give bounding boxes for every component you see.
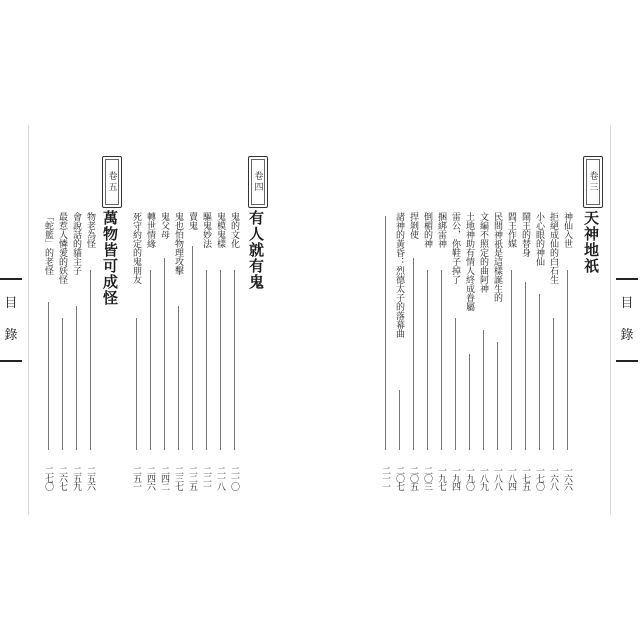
entry-title: 諸神的黃昏：烈德太子的落幕曲	[394, 212, 404, 338]
page-number: 二五九	[71, 466, 81, 490]
page-number: 二二一	[201, 466, 211, 490]
side-tab-char: 錄	[4, 327, 18, 343]
toc-entry[interactable]	[463, 212, 475, 490]
toc-entry[interactable]	[505, 212, 517, 490]
page-number: 二六七	[57, 466, 67, 490]
toc-entry[interactable]	[491, 212, 503, 490]
leader-line	[511, 270, 512, 450]
toc-entry[interactable]	[42, 212, 54, 490]
toc-entry[interactable]	[449, 212, 461, 490]
entry-title: 鬧王的替身	[520, 212, 530, 257]
page-number: 二二五	[187, 466, 197, 490]
leader-line	[539, 294, 540, 450]
page-number: 二一〇	[229, 466, 239, 490]
toc-entry[interactable]	[130, 212, 142, 490]
page-number: 一八九	[478, 466, 488, 490]
leader-line	[385, 216, 386, 450]
leader-line	[455, 318, 456, 450]
toc-entry[interactable]	[435, 212, 447, 490]
entry-title: 鬼父母	[159, 212, 169, 239]
entry-title: 拒絕成仙的白石生	[548, 212, 558, 284]
leader-line	[567, 270, 568, 450]
leader-line	[441, 270, 442, 450]
section-title: 天神地祇	[582, 210, 600, 274]
entry-title: 會說話的貓主子	[71, 212, 81, 275]
entry-title: 捆綁雷神	[436, 212, 446, 248]
side-tab-char: 目	[4, 296, 18, 312]
side-tab-char: 目	[620, 296, 634, 312]
leader-line	[483, 330, 484, 450]
leader-line	[220, 270, 221, 450]
page-number: 二七〇	[43, 466, 53, 490]
toc-entry[interactable]	[228, 212, 240, 490]
entry-title: 物老為怪	[85, 212, 95, 248]
page-number: 一八八	[492, 466, 502, 490]
toc-entry[interactable]	[172, 212, 184, 490]
volume-label: 卷五	[106, 171, 117, 193]
toc-entry[interactable]	[144, 212, 156, 490]
page-number: 二五六	[85, 466, 95, 490]
volume-4-box	[248, 156, 268, 208]
entry-title: 死守約定的鬼朋友	[131, 212, 141, 284]
leader-line	[427, 270, 428, 450]
page-number: 二三七	[173, 466, 183, 490]
entry-title: 土地神助有情人終成眷屬	[464, 212, 474, 311]
entry-title: 雷公，你鞋子掉了	[450, 212, 460, 284]
leader-line	[90, 270, 91, 450]
page-number: 二〇三	[422, 466, 432, 490]
page-number: 二〇七	[394, 466, 404, 490]
toc-entry[interactable]	[158, 212, 170, 490]
entry-title: 最惹人憐愛的妖怪	[57, 212, 67, 284]
contents-side-tab-right	[616, 278, 638, 362]
page-number: 二一一	[380, 466, 390, 490]
entry-title: 鬼也怕物理攻擊	[173, 212, 183, 275]
page-number: 二四六	[145, 466, 155, 490]
leader-line	[553, 318, 554, 450]
toc-entry[interactable]	[561, 212, 573, 490]
entry-title: 民間神祇是這樣誕生的	[492, 212, 502, 302]
leader-line	[525, 282, 526, 450]
page-number: 一七〇	[534, 466, 544, 490]
entry-title: 驅鬼妙法	[201, 212, 211, 248]
left-page-edge	[28, 125, 29, 515]
leader-line	[399, 390, 400, 450]
toc-entry[interactable]	[519, 212, 531, 490]
toc-entry[interactable]	[70, 212, 82, 490]
leader-line	[76, 306, 77, 450]
entry-title: 捍剝使	[408, 212, 418, 239]
leader-line	[62, 318, 63, 450]
toc-entry[interactable]	[407, 212, 419, 490]
toc-entry[interactable]	[379, 212, 391, 490]
leader-line	[206, 270, 207, 450]
toc-entry[interactable]	[200, 212, 212, 490]
contents-side-tab-left	[0, 278, 22, 362]
page-number: 一九〇	[464, 466, 474, 490]
toc-entry[interactable]	[84, 212, 96, 490]
page-number: 一七五	[520, 466, 530, 490]
toc-entry[interactable]	[421, 212, 433, 490]
page-number: 一六八	[548, 466, 558, 490]
page-number: 一九四	[450, 466, 460, 490]
toc-entry[interactable]	[214, 212, 226, 490]
volume-label: 卷三	[587, 171, 598, 193]
page-number: 二〇五	[408, 466, 418, 490]
leader-line	[192, 246, 193, 450]
entry-title: 小心眼的神仙	[534, 212, 544, 266]
leader-line	[234, 270, 235, 450]
page-number: 二一八	[215, 466, 225, 490]
leader-line	[178, 306, 179, 450]
page-number: 一六六	[562, 466, 572, 490]
page-number: 一九七	[436, 466, 446, 490]
leader-line	[497, 342, 498, 450]
side-tab-char: 錄	[620, 327, 634, 343]
entry-title: 鬼的文化	[229, 212, 239, 248]
toc-entry[interactable]	[56, 212, 68, 490]
leader-line	[136, 318, 137, 450]
toc-entry[interactable]	[477, 212, 489, 490]
entry-title: 賣鬼	[187, 212, 197, 230]
volume-label: 卷四	[252, 171, 263, 193]
entry-title: 文編不照定的曲阿神	[478, 212, 488, 293]
volume-5-box	[102, 156, 122, 208]
entry-title: 轉世情緣	[145, 212, 155, 248]
section-title: 有人就有鬼	[247, 210, 265, 290]
entry-title: 「蛇籃」的老怪	[43, 212, 53, 275]
entry-title: 鬼模鬼樣	[215, 212, 225, 248]
toc-entry[interactable]	[533, 212, 545, 490]
page-number: 二五一	[131, 466, 141, 490]
leader-line	[413, 258, 414, 450]
toc-entry[interactable]	[186, 212, 198, 490]
leader-line	[164, 258, 165, 450]
leader-line	[469, 354, 470, 450]
right-page-edge	[610, 125, 611, 515]
entry-title: 神仙入世	[562, 212, 572, 248]
section-title: 萬物皆可成怪	[101, 210, 119, 306]
toc-entry[interactable]	[547, 212, 559, 490]
toc-entry[interactable]	[393, 212, 405, 490]
volume-3-box	[583, 156, 603, 208]
leader-line	[48, 302, 49, 450]
entry-title: 閻王作媒	[506, 212, 516, 248]
entry-title: 倒楣的神	[422, 212, 432, 248]
leader-line	[150, 270, 151, 450]
page-number: 二四二	[159, 466, 169, 490]
page-number: 一八四	[506, 466, 516, 490]
